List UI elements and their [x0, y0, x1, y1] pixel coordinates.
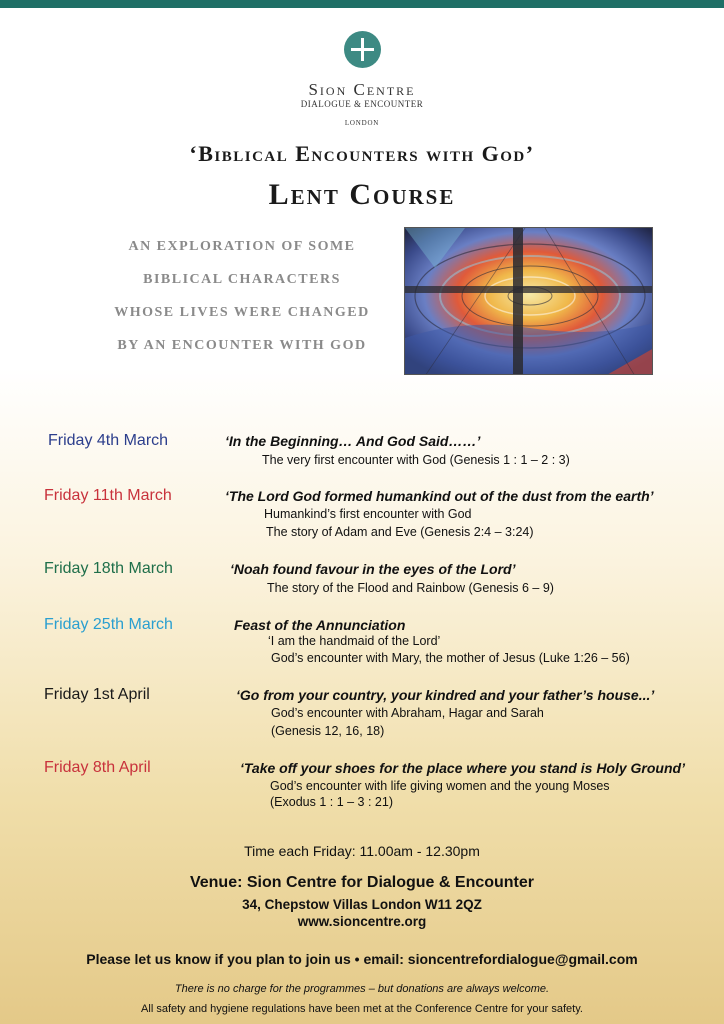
- safety-note: All safety and hygiene regulations have been met at the Conference Centre for your safety.: [141, 1003, 583, 1015]
- session-description: The story of the Flood and Rainbow (Genesis 6 – 9): [267, 581, 554, 595]
- org-city: LONDON: [344, 119, 380, 127]
- tagline-line: AN EXPLORATION OF SOME: [128, 239, 356, 254]
- stained-glass-artwork: [404, 227, 653, 375]
- tagline-line: WHOSE LIVES WERE CHANGED: [114, 305, 370, 320]
- session-title: ‘In the Beginning… And God Said……’: [225, 433, 481, 449]
- session-date: Friday 4th March: [48, 432, 169, 449]
- tagline-line: BIBLICAL CHARACTERS: [143, 272, 341, 287]
- session-title: ‘The Lord God formed humankind out of the dust from the earth’: [225, 488, 654, 504]
- course-title: ‘Biblical Encounters with God’: [189, 141, 535, 166]
- session-description: (Genesis 12, 16, 18): [271, 724, 385, 738]
- session-title: ‘Take off your shoes for the place where you stand is Holy Ground’: [240, 760, 685, 776]
- website-link[interactable]: www.sioncentre.org: [297, 914, 427, 929]
- course-subtitle: Lent Course: [268, 178, 456, 211]
- org-name: Sion Centre: [308, 80, 416, 99]
- tagline: [90, 232, 394, 364]
- charge-note: There is no charge for the programmes – but donations are always welcome.: [174, 983, 550, 995]
- session-description: God’s encounter with Mary, the mother of Jesus (Luke 1:26 – 56): [271, 651, 630, 665]
- session-title: Feast of the Annunciation: [234, 617, 406, 633]
- session-title: ‘Go from your country, your kindred and your father’s house...’: [236, 687, 655, 703]
- top-accent-bar: [0, 0, 724, 8]
- session-description: The very first encounter with God (Genesis 1 : 1 – 2 : 3): [262, 453, 570, 467]
- session-date: Friday 18th March: [44, 560, 173, 577]
- session-description: God’s encounter with Abraham, Hagar and Sarah: [271, 706, 544, 720]
- venue-name: Venue: Sion Centre for Dialogue & Encounter: [189, 874, 535, 891]
- session-description: The story of Adam and Eve (Genesis 2:4 – 3:24): [266, 525, 534, 539]
- session-description: ‘I am the handmaid of the Lord’: [268, 634, 441, 648]
- tagline-line: BY AN ENCOUNTER WITH GOD: [117, 338, 367, 353]
- cross-icon: [344, 31, 381, 68]
- venue-address: 34, Chepstow Villas London W11 2QZ: [242, 897, 482, 912]
- session-date: Friday 25th March: [44, 616, 173, 633]
- session-date: Friday 11th March: [44, 487, 172, 504]
- session-date: Friday 8th April: [44, 759, 151, 776]
- session-description: (Exodus 1 : 1 – 3 : 21): [270, 795, 393, 809]
- session-description: God’s encounter with life giving women and the young Moses: [270, 779, 610, 793]
- session-description: Humankind’s first encounter with God: [264, 507, 472, 521]
- session-date: Friday 1st April: [44, 686, 150, 703]
- org-subtitle: DIALOGUE & ENCOUNTER: [300, 99, 424, 109]
- contact-line[interactable]: Please let us know if you plan to join us • email: sioncentrefordialogue@gmail.com: [86, 951, 638, 967]
- session-time: Time each Friday: 11.00am - 12.30pm: [244, 843, 480, 859]
- session-title: ‘Noah found favour in the eyes of the Lord’: [230, 561, 516, 577]
